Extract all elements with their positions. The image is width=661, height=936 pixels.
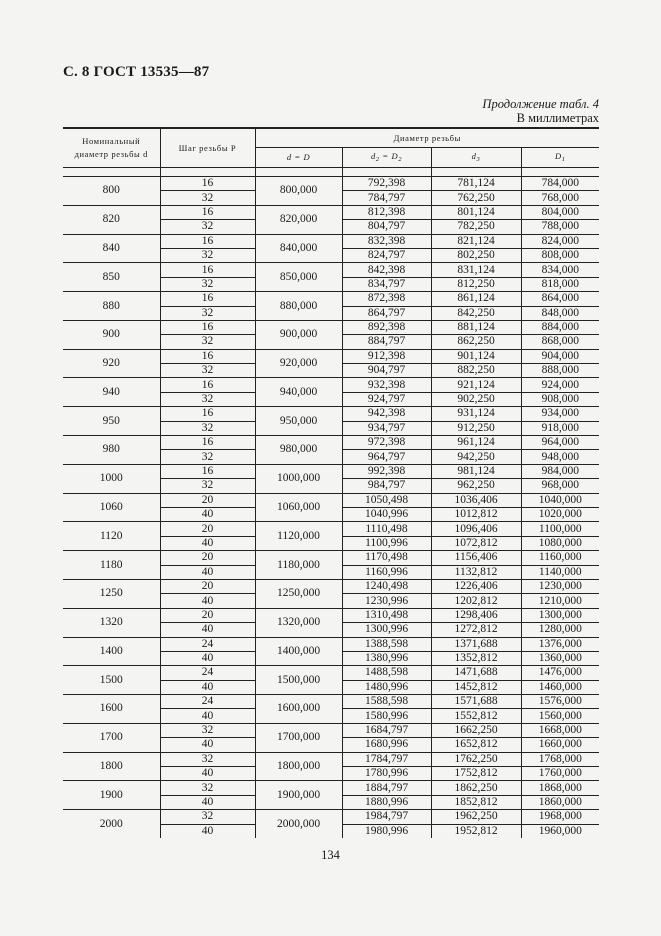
pitch-cell: 16 [160,234,255,248]
nominal-diameter-cell: 950 [63,407,160,436]
pitch-diameter-cell: 1300,996 [342,623,431,637]
minor-diameter-d3-cell: 942,250 [431,450,521,464]
minor-diameter-D1-cell: 1660,000 [521,738,599,752]
major-diameter-cell: 880,000 [255,292,342,321]
minor-diameter-D1-cell: 1476,000 [521,666,599,680]
minor-diameter-D1-cell: 1100,000 [521,522,599,536]
pitch-cell: 32 [160,392,255,406]
minor-diameter-d3-cell: 881,124 [431,320,521,334]
major-diameter-cell: 1500,000 [255,666,342,695]
header-D1-index: 1 [561,155,566,163]
minor-diameter-d3-cell: 1471,688 [431,666,521,680]
minor-diameter-D1-cell: 808,000 [521,248,599,262]
nominal-diameter-cell: 880 [63,292,160,321]
minor-diameter-d3-cell: 801,124 [431,205,521,219]
minor-diameter-D1-cell: 824,000 [521,234,599,248]
pitch-cell: 20 [160,522,255,536]
minor-diameter-d3-cell: 1298,406 [431,608,521,622]
major-diameter-cell: 950,000 [255,407,342,436]
pitch-diameter-cell: 934,797 [342,421,431,435]
major-diameter-cell: 800,000 [255,177,342,206]
major-diameter-cell: 1320,000 [255,608,342,637]
minor-diameter-D1-cell: 848,000 [521,306,599,320]
minor-diameter-D1-cell: 834,000 [521,263,599,277]
pitch-cell: 20 [160,608,255,622]
pitch-diameter-cell: 1170,498 [342,551,431,565]
pitch-cell: 40 [160,680,255,694]
header-d2-eq: = D [379,150,399,161]
nominal-diameter-cell: 980 [63,436,160,465]
major-diameter-cell: 2000,000 [255,810,342,839]
pitch-cell: 16 [160,436,255,450]
minor-diameter-d3-cell: 802,250 [431,248,521,262]
pitch-diameter-cell: 1388,598 [342,637,431,651]
table-row [63,551,599,565]
minor-diameter-D1-cell: 818,000 [521,277,599,291]
pitch-cell: 16 [160,292,255,306]
minor-diameter-d3-cell: 921,124 [431,378,521,392]
major-diameter-cell: 850,000 [255,263,342,292]
minor-diameter-D1-cell: 948,000 [521,450,599,464]
table-row [63,723,599,737]
minor-diameter-d3-cell: 1202,812 [431,594,521,608]
table-row [63,608,599,622]
table-row [63,666,599,680]
minor-diameter-D1-cell: 1668,000 [521,723,599,737]
minor-diameter-d3-cell: 1752,812 [431,767,521,781]
table-row [63,752,599,766]
header-d3-letter: d [471,150,477,161]
pitch-diameter-cell: 1240,498 [342,579,431,593]
pitch-diameter-cell: 964,797 [342,450,431,464]
nominal-diameter-cell: 850 [63,263,160,292]
minor-diameter-D1-cell: 864,000 [521,292,599,306]
minor-diameter-d3-cell: 1862,250 [431,781,521,795]
minor-diameter-D1-cell: 964,000 [521,436,599,450]
minor-diameter-D1-cell: 1560,000 [521,709,599,723]
major-diameter-cell: 1800,000 [255,752,342,781]
minor-diameter-d3-cell: 1552,812 [431,709,521,723]
pitch-diameter-cell: 812,398 [342,205,431,219]
gap-cell [521,168,599,177]
table-row [63,695,599,709]
pitch-cell: 32 [160,335,255,349]
header-D2-index: 2 [398,155,403,163]
pitch-cell: 40 [160,507,255,521]
pitch-diameter-cell: 864,797 [342,306,431,320]
minor-diameter-d3-cell: 981,124 [431,464,521,478]
minor-diameter-d3-cell: 962,250 [431,479,521,493]
minor-diameter-d3-cell: 961,124 [431,436,521,450]
table-row [63,263,599,277]
header-d2-letter: d [370,150,376,161]
pitch-cell: 40 [160,565,255,579]
pitch-diameter-cell: 1310,498 [342,608,431,622]
table-row [63,320,599,334]
minor-diameter-d3-cell: 812,250 [431,277,521,291]
pitch-cell: 32 [160,421,255,435]
page-number: 134 [321,848,340,862]
table-row [63,464,599,478]
header-nominal-line1: Номинальный [82,136,141,146]
minor-diameter-D1-cell: 1210,000 [521,594,599,608]
minor-diameter-d3-cell: 842,250 [431,306,521,320]
pitch-diameter-cell: 842,398 [342,263,431,277]
header-nominal-diameter [63,128,160,168]
minor-diameter-D1-cell: 1230,000 [521,579,599,593]
pitch-diameter-cell: 984,797 [342,479,431,493]
page-title: С. 8 ГОСТ 13535—87 [63,64,210,80]
header-nominal-line2: диаметр резьбы d [74,149,148,159]
minor-diameter-D1-cell: 768,000 [521,191,599,205]
header-thread-diameter: Диаметр резьбы [255,128,599,148]
minor-diameter-D1-cell: 1020,000 [521,507,599,521]
pitch-diameter-cell: 1480,996 [342,680,431,694]
pitch-cell: 24 [160,637,255,651]
nominal-diameter-cell: 1600 [63,695,160,724]
pitch-cell: 32 [160,723,255,737]
minor-diameter-d3-cell: 1132,812 [431,565,521,579]
pitch-cell: 32 [160,306,255,320]
nominal-diameter-cell: 1900 [63,781,160,810]
minor-diameter-D1-cell: 1360,000 [521,651,599,665]
minor-diameter-d3-cell: 882,250 [431,364,521,378]
gap-cell [255,168,342,177]
table-row [63,810,599,824]
pitch-diameter-cell: 1488,598 [342,666,431,680]
pitch-diameter-cell: 1230,996 [342,594,431,608]
pitch-cell: 16 [160,407,255,421]
pitch-diameter-cell: 912,398 [342,349,431,363]
pitch-diameter-cell: 834,797 [342,277,431,291]
minor-diameter-D1-cell: 888,000 [521,364,599,378]
minor-diameter-d3-cell: 1272,812 [431,623,521,637]
minor-diameter-d3-cell: 762,250 [431,191,521,205]
pitch-diameter-cell: 804,797 [342,220,431,234]
pitch-cell: 32 [160,450,255,464]
pitch-cell: 16 [160,349,255,363]
minor-diameter-D1-cell: 1080,000 [521,536,599,550]
minor-diameter-D1-cell: 1960,000 [521,824,599,838]
minor-diameter-d3-cell: 1571,688 [431,695,521,709]
minor-diameter-d3-cell: 1036,406 [431,493,521,507]
pitch-diameter-cell: 1040,996 [342,507,431,521]
pitch-cell: 24 [160,695,255,709]
major-diameter-cell: 1700,000 [255,723,342,752]
minor-diameter-D1-cell: 784,000 [521,177,599,191]
pitch-diameter-cell: 1984,797 [342,810,431,824]
header-d3-index: 3 [476,155,481,163]
units-label: В миллиметрах [516,111,599,125]
pitch-diameter-cell: 1100,996 [342,536,431,550]
pitch-diameter-cell: 1588,598 [342,695,431,709]
table-row [63,177,599,191]
pitch-cell: 16 [160,263,255,277]
nominal-diameter-cell: 1250 [63,579,160,608]
minor-diameter-d3-cell: 781,124 [431,177,521,191]
pitch-diameter-cell: 1580,996 [342,709,431,723]
minor-diameter-D1-cell: 788,000 [521,220,599,234]
table-row [63,378,599,392]
minor-diameter-d3-cell: 931,124 [431,407,521,421]
minor-diameter-d3-cell: 1952,812 [431,824,521,838]
table-row [63,781,599,795]
nominal-diameter-cell: 1000 [63,464,160,493]
table-row [63,349,599,363]
major-diameter-cell: 1900,000 [255,781,342,810]
major-diameter-cell: 1400,000 [255,637,342,666]
pitch-cell: 40 [160,623,255,637]
nominal-diameter-cell: 820 [63,205,160,234]
header-d-eq-D: d = D [255,148,342,168]
pitch-diameter-cell: 942,398 [342,407,431,421]
pitch-cell: 40 [160,594,255,608]
minor-diameter-d3-cell: 1371,688 [431,637,521,651]
minor-diameter-d3-cell: 1962,250 [431,810,521,824]
minor-diameter-d3-cell: 902,250 [431,392,521,406]
pitch-diameter-cell: 792,398 [342,177,431,191]
minor-diameter-D1-cell: 1768,000 [521,752,599,766]
minor-diameter-D1-cell: 908,000 [521,392,599,406]
minor-diameter-D1-cell: 1868,000 [521,781,599,795]
minor-diameter-d3-cell: 782,250 [431,220,521,234]
pitch-diameter-cell: 992,398 [342,464,431,478]
major-diameter-cell: 1120,000 [255,522,342,551]
pitch-cell: 32 [160,781,255,795]
nominal-diameter-cell: 920 [63,349,160,378]
minor-diameter-d3-cell: 1012,812 [431,507,521,521]
pitch-diameter-cell: 824,797 [342,248,431,262]
minor-diameter-d3-cell: 862,250 [431,335,521,349]
major-diameter-cell: 820,000 [255,205,342,234]
pitch-diameter-cell: 972,398 [342,436,431,450]
minor-diameter-D1-cell: 1860,000 [521,795,599,809]
pitch-cell: 32 [160,277,255,291]
nominal-diameter-cell: 840 [63,234,160,263]
minor-diameter-d3-cell: 901,124 [431,349,521,363]
pitch-cell: 16 [160,464,255,478]
minor-diameter-D1-cell: 1160,000 [521,551,599,565]
pitch-cell: 32 [160,810,255,824]
pitch-diameter-cell: 1160,996 [342,565,431,579]
header-d2-index: 2 [375,155,380,163]
pitch-diameter-cell: 872,398 [342,292,431,306]
nominal-diameter-cell: 1180 [63,551,160,580]
minor-diameter-d3-cell: 1226,406 [431,579,521,593]
minor-diameter-D1-cell: 918,000 [521,421,599,435]
pitch-diameter-cell: 904,797 [342,364,431,378]
minor-diameter-D1-cell: 1376,000 [521,637,599,651]
nominal-diameter-cell: 1500 [63,666,160,695]
pitch-diameter-cell: 932,398 [342,378,431,392]
nominal-diameter-cell: 1120 [63,522,160,551]
pitch-cell: 16 [160,320,255,334]
pitch-cell: 32 [160,220,255,234]
minor-diameter-d3-cell: 1652,812 [431,738,521,752]
table-row [63,205,599,219]
minor-diameter-D1-cell: 924,000 [521,378,599,392]
major-diameter-cell: 1600,000 [255,695,342,724]
minor-diameter-d3-cell: 912,250 [431,421,521,435]
pitch-cell: 32 [160,248,255,262]
header-D1-letter: D [554,150,562,161]
nominal-diameter-cell: 1060 [63,493,160,522]
table-row [63,493,599,507]
major-diameter-cell: 1180,000 [255,551,342,580]
minor-diameter-D1-cell: 1280,000 [521,623,599,637]
minor-diameter-D1-cell: 1140,000 [521,565,599,579]
pitch-diameter-cell: 1884,797 [342,781,431,795]
thread-dimensions-table [63,127,599,838]
pitch-diameter-cell: 1880,996 [342,795,431,809]
pitch-diameter-cell: 1980,996 [342,824,431,838]
pitch-cell: 24 [160,666,255,680]
minor-diameter-D1-cell: 884,000 [521,320,599,334]
pitch-cell: 40 [160,767,255,781]
header-d2-eq-D2 [342,148,431,168]
major-diameter-cell: 1000,000 [255,464,342,493]
nominal-diameter-cell: 900 [63,320,160,349]
pitch-diameter-cell: 924,797 [342,392,431,406]
table-row [63,234,599,248]
minor-diameter-d3-cell: 1352,812 [431,651,521,665]
minor-diameter-D1-cell: 904,000 [521,349,599,363]
pitch-cell: 20 [160,579,255,593]
pitch-cell: 40 [160,738,255,752]
table-continuation-label: Продолжение табл. 4 [482,97,599,111]
nominal-diameter-cell: 1700 [63,723,160,752]
pitch-diameter-cell: 1380,996 [342,651,431,665]
table-row [63,522,599,536]
pitch-cell: 40 [160,536,255,550]
minor-diameter-D1-cell: 934,000 [521,407,599,421]
pitch-diameter-cell: 892,398 [342,320,431,334]
minor-diameter-d3-cell: 1096,406 [431,522,521,536]
table-row [63,407,599,421]
pitch-cell: 32 [160,479,255,493]
minor-diameter-D1-cell: 1460,000 [521,680,599,694]
minor-diameter-D1-cell: 1760,000 [521,767,599,781]
minor-diameter-d3-cell: 1072,812 [431,536,521,550]
major-diameter-cell: 900,000 [255,320,342,349]
minor-diameter-d3-cell: 1762,250 [431,752,521,766]
nominal-diameter-cell: 1320 [63,608,160,637]
header-d3 [431,148,521,168]
header-gap-row [63,168,599,177]
nominal-diameter-cell: 940 [63,378,160,407]
pitch-cell: 40 [160,651,255,665]
pitch-diameter-cell: 1684,797 [342,723,431,737]
minor-diameter-D1-cell: 868,000 [521,335,599,349]
nominal-diameter-cell: 800 [63,177,160,206]
table-row [63,292,599,306]
pitch-cell: 32 [160,752,255,766]
minor-diameter-d3-cell: 1662,250 [431,723,521,737]
pitch-diameter-cell: 1780,996 [342,767,431,781]
pitch-diameter-cell: 884,797 [342,335,431,349]
header-D1 [521,148,599,168]
pitch-cell: 16 [160,378,255,392]
major-diameter-cell: 940,000 [255,378,342,407]
pitch-diameter-cell: 1784,797 [342,752,431,766]
table-body [63,168,599,839]
gap-cell [63,168,160,177]
gap-cell [160,168,255,177]
pitch-diameter-cell: 784,797 [342,191,431,205]
major-diameter-cell: 920,000 [255,349,342,378]
minor-diameter-d3-cell: 821,124 [431,234,521,248]
pitch-diameter-cell: 1110,498 [342,522,431,536]
major-diameter-cell: 840,000 [255,234,342,263]
minor-diameter-D1-cell: 984,000 [521,464,599,478]
pitch-cell: 16 [160,177,255,191]
minor-diameter-d3-cell: 831,124 [431,263,521,277]
pitch-diameter-cell: 1680,996 [342,738,431,752]
pitch-cell: 40 [160,824,255,838]
minor-diameter-D1-cell: 1040,000 [521,493,599,507]
major-diameter-cell: 980,000 [255,436,342,465]
gap-cell [342,168,431,177]
table-row [63,579,599,593]
nominal-diameter-cell: 1800 [63,752,160,781]
major-diameter-cell: 1060,000 [255,493,342,522]
major-diameter-cell: 1250,000 [255,579,342,608]
pitch-cell: 40 [160,795,255,809]
header-pitch: Шаг резьбы P [160,128,255,168]
pitch-cell: 32 [160,191,255,205]
pitch-cell: 32 [160,364,255,378]
pitch-cell: 40 [160,709,255,723]
minor-diameter-D1-cell: 804,000 [521,205,599,219]
pitch-cell: 20 [160,493,255,507]
minor-diameter-d3-cell: 861,124 [431,292,521,306]
pitch-diameter-cell: 1050,498 [342,493,431,507]
table-row [63,436,599,450]
pitch-cell: 20 [160,551,255,565]
table-row [63,637,599,651]
pitch-cell: 16 [160,205,255,219]
minor-diameter-D1-cell: 968,000 [521,479,599,493]
nominal-diameter-cell: 2000 [63,810,160,839]
minor-diameter-D1-cell: 1300,000 [521,608,599,622]
minor-diameter-d3-cell: 1452,812 [431,680,521,694]
nominal-diameter-cell: 1400 [63,637,160,666]
minor-diameter-D1-cell: 1576,000 [521,695,599,709]
minor-diameter-d3-cell: 1852,812 [431,795,521,809]
minor-diameter-d3-cell: 1156,406 [431,551,521,565]
minor-diameter-D1-cell: 1968,000 [521,810,599,824]
gap-cell [431,168,521,177]
pitch-diameter-cell: 832,398 [342,234,431,248]
